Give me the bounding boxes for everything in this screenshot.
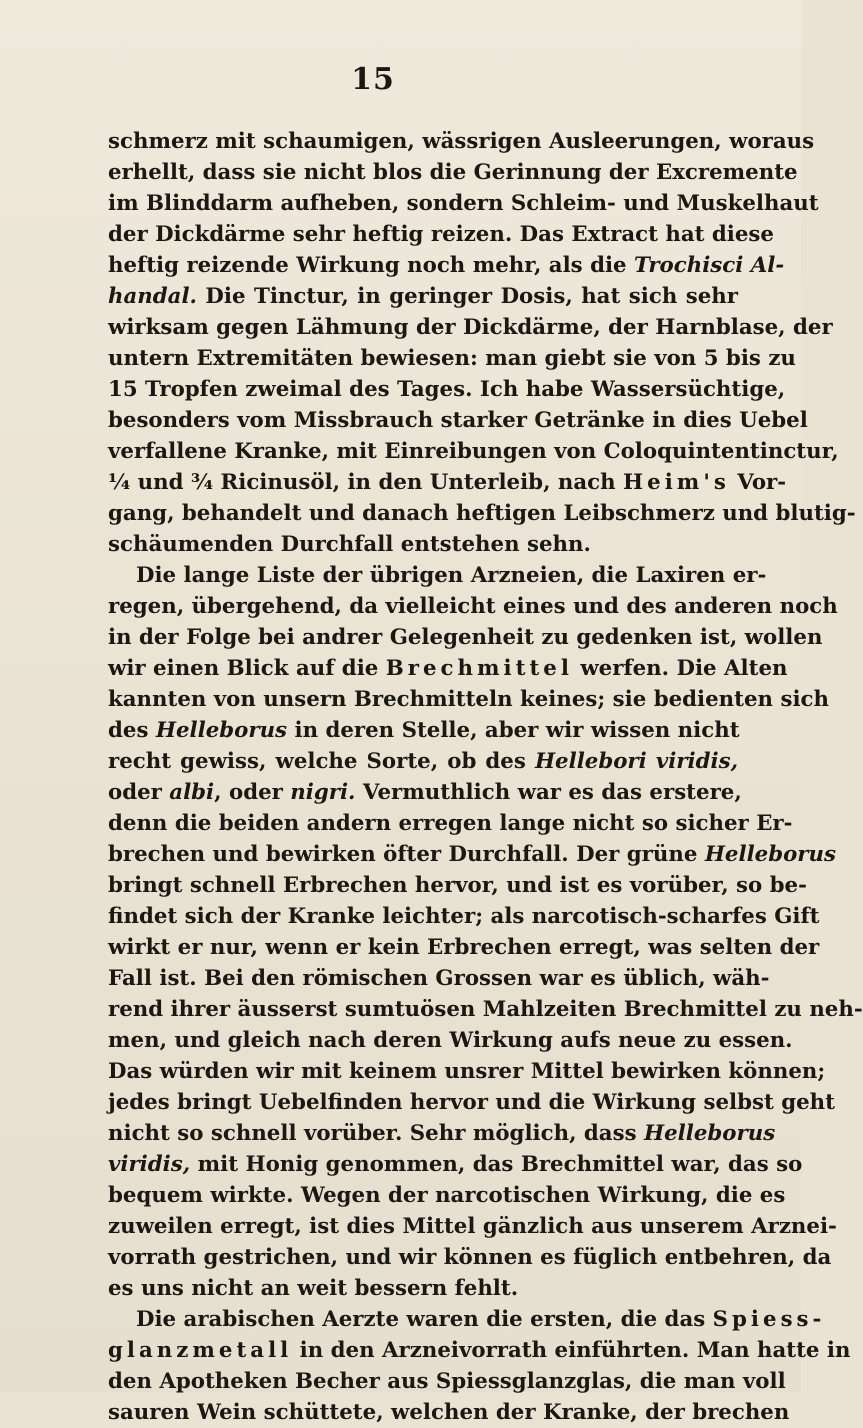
text-line xyxy=(108,808,793,839)
text-segment: denn die beiden andern erregen lange nicht so sicher Er- xyxy=(108,811,793,836)
text-line xyxy=(108,126,815,157)
page-number: 15 xyxy=(351,62,395,97)
text-line xyxy=(108,157,798,188)
text-line xyxy=(108,746,738,777)
text-segment: mit Honig genommen, das Brechmittel war, das so xyxy=(190,1152,803,1177)
text-line xyxy=(108,932,820,963)
text-segment: Die lange Liste der übrigen Arzneien, die Laxiren er- xyxy=(136,563,767,588)
text-line xyxy=(108,1056,826,1087)
text-line xyxy=(108,312,833,343)
text-line xyxy=(108,777,742,808)
text-line xyxy=(108,1180,786,1211)
body-text xyxy=(108,126,863,1428)
text-line xyxy=(108,870,807,901)
spaced-term: Heim's xyxy=(623,470,730,495)
text-segment: Fall ist. Bei den römischen Grossen war es üblich, wäh- xyxy=(108,966,770,991)
italic-term: nigri. xyxy=(290,780,356,805)
text-segment: es uns nicht an weit bessern fehlt. xyxy=(108,1276,519,1301)
text-segment: wirkt er nur, wenn er kein Erbrechen erregt, was selten der xyxy=(108,935,820,960)
text-segment: werfen. Die Alten xyxy=(572,656,788,681)
italic-term: Helleborus xyxy=(704,842,837,867)
text-line xyxy=(108,498,856,529)
text-line xyxy=(108,374,786,405)
text-line xyxy=(108,1025,793,1056)
text-segment: schmerz mit schaumigen, wässrigen Ausleerungen, woraus xyxy=(108,129,815,154)
text-segment: untern Extremitäten bewiesen: man giebt sie von 5 bis zu xyxy=(108,346,796,371)
text-line xyxy=(108,281,738,312)
text-line xyxy=(108,1304,826,1335)
text-segment: Das würden wir mit keinem unsrer Mittel bewirken können; xyxy=(108,1059,826,1084)
text-segment: ¼ und ¾ Ricinusöl, in den Unterleib, nach xyxy=(108,470,624,495)
text-line xyxy=(108,467,787,498)
text-segment: in den Arzneivorrath einführten. Man hatte in xyxy=(292,1338,851,1363)
text-segment: Die Tinctur, in geringer Dosis, hat sich sehr xyxy=(196,284,738,309)
text-segment: Vermuthlich war es das erstere, xyxy=(355,780,742,805)
text-segment: in deren Stelle, aber wir wissen nicht xyxy=(287,718,740,743)
text-line xyxy=(108,839,837,870)
italic-term: Trochisci Al- xyxy=(634,253,785,278)
text-segment: nicht so schnell vorüber. Sehr möglich, dass xyxy=(108,1121,644,1146)
italic-term: handal. xyxy=(108,284,197,309)
text-segment: 15 Tropfen zweimal des Tages. Ich habe Wassersüchtige, xyxy=(108,377,786,402)
text-line xyxy=(108,1087,835,1118)
text-line xyxy=(108,1335,851,1366)
text-segment: verfallene Kranke, mit Einreibungen von Coloquintentinctur, xyxy=(108,439,839,464)
text-line xyxy=(108,1242,832,1273)
text-line xyxy=(108,1366,786,1397)
text-segment: besonders vom Missbrauch starker Getränke in dies Uebel xyxy=(108,408,808,433)
text-line xyxy=(108,219,774,250)
text-segment: erhellt, dass sie nicht blos die Gerinnung der Excremente xyxy=(108,160,798,185)
text-line xyxy=(108,901,820,932)
text-line xyxy=(108,1273,738,1304)
text-segment: oder xyxy=(108,780,170,805)
text-segment: , oder xyxy=(214,780,291,805)
text-segment: heftig reizende Wirkung noch mehr, als die xyxy=(108,253,635,278)
text-line xyxy=(108,994,863,1025)
text-segment: den Apotheken Becher aus Spiessglanzglas, die man voll xyxy=(108,1369,786,1394)
spaced-term: Spiess- xyxy=(712,1307,826,1332)
text-line xyxy=(108,1397,790,1428)
text-segment: findet sich der Kranke leichter; als narcotisch-scharfes Gift xyxy=(108,904,820,929)
text-segment: der Dickdärme sehr heftig reizen. Das Extract hat diese xyxy=(108,222,774,247)
text-line xyxy=(108,529,738,560)
text-segment: rend ihrer äusserst sumtuösen Mahlzeiten Brechmittel zu neh- xyxy=(108,997,863,1022)
text-line xyxy=(108,1118,776,1149)
text-line xyxy=(108,591,838,622)
text-segment: kannten von unsern Brechmitteln keines; sie bedienten sich xyxy=(108,687,829,712)
text-segment: vorrath gestrichen, und wir können es füglich entbehren, da xyxy=(108,1245,832,1270)
text-segment: sauren Wein schüttete, welchen der Kranke, der brechen xyxy=(108,1400,790,1425)
text-segment: wir einen Blick auf die xyxy=(108,656,386,681)
spaced-term: glanzmetall xyxy=(108,1338,293,1363)
text-line xyxy=(108,343,796,374)
text-segment: schäumenden Durchfall entstehen sehn. xyxy=(108,532,591,557)
italic-term: albi xyxy=(169,780,215,805)
text-line xyxy=(108,436,839,467)
text-segment: wirksam gegen Lähmung der Dickdärme, der Harnblase, der xyxy=(108,315,833,340)
italic-term: Helleborus xyxy=(155,718,288,743)
text-line xyxy=(108,1149,803,1180)
text-segment: in der Folge bei andrer Gelegenheit zu gedenken ist, wollen xyxy=(108,625,823,650)
text-line xyxy=(108,684,829,715)
text-segment: brechen und bewirken öfter Durchfall. Der grüne xyxy=(108,842,705,867)
text-line xyxy=(108,653,788,684)
text-segment: gang, behandelt und danach heftigen Leibschmerz und blutig- xyxy=(108,501,856,526)
text-segment: im Blinddarm aufheben, sondern Schleim- und Muskelhaut xyxy=(108,191,819,216)
text-segment: zuweilen erregt, ist dies Mittel gänzlich aus unserem Arznei- xyxy=(108,1214,837,1239)
text-line xyxy=(108,715,738,746)
text-segment: des xyxy=(108,718,156,743)
text-line xyxy=(108,405,808,436)
text-segment: men, und gleich nach deren Wirkung aufs neue zu essen. xyxy=(108,1028,793,1053)
text-segment: recht gewiss, welche Sorte, ob des xyxy=(108,749,535,774)
text-segment: bringt schnell Erbrechen hervor, und ist es vorüber, so be- xyxy=(108,873,807,898)
text-segment: Vor- xyxy=(729,470,787,495)
text-line xyxy=(108,250,785,281)
text-line xyxy=(108,560,767,591)
text-segment: jedes bringt Uebelfinden hervor und die Wirkung selbst geht xyxy=(108,1090,835,1115)
text-line xyxy=(108,622,823,653)
text-line xyxy=(108,1211,837,1242)
italic-term: Hellebori viridis, xyxy=(534,749,738,774)
text-segment: Die arabischen Aerzte waren die ersten, die das xyxy=(136,1307,713,1332)
text-line xyxy=(108,963,770,994)
text-segment: bequem wirkte. Wegen der narcotischen Wirkung, die es xyxy=(108,1183,786,1208)
text-line xyxy=(108,188,819,219)
spaced-term: Brechmittel xyxy=(385,656,573,681)
italic-term: viridis, xyxy=(108,1152,191,1177)
text-segment: regen, übergehend, da vielleicht eines und des anderen noch xyxy=(108,594,838,619)
italic-term: Helleborus xyxy=(644,1121,776,1146)
